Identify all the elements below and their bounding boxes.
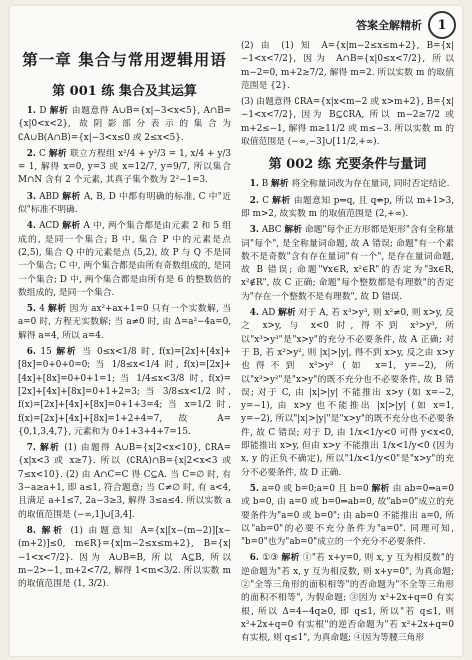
analysis-text: 由题意得 A∪B={x|−3<x<5}, A∩B={x|0<x<2}, 故阴影部分表示的集合为 ∁A∪B(A∩B)={x|−3<x≤0 或 2≤x<5}. [18, 106, 231, 143]
answer-number: 2. [249, 195, 259, 206]
answer-number: 5. [249, 483, 259, 494]
answer-choice: ①③ [262, 553, 279, 564]
answer-paragraph [18, 105, 231, 145]
answer-number: 6. [249, 553, 259, 564]
answer-number: 4. [26, 221, 36, 232]
brand-label: 答案全解精析 [356, 19, 422, 32]
answer-paragraph [241, 483, 454, 549]
answer-paragraph [18, 346, 231, 439]
answer-paragraph [241, 96, 454, 149]
answer-choice: ABC [261, 225, 282, 236]
answer-number: 3. [249, 225, 259, 236]
answer-paragraph [241, 224, 454, 304]
analysis-tag: 解析 [48, 304, 67, 315]
analysis-tag: 解析 [371, 483, 390, 494]
analysis-text: (1) 由题得 A∪B={x|2<x<10}, ∁RA={x|x<3 或 x≥7}. 所以 (∁RA)∩B={x|2<x<3 或 7≤x<10}. (2) 由 A∩C=C 得 C⊆A. 当 C=∅ 时, 有 3−a≥a+1, 即 a≤1, 符合题意; 当 C≠∅ 时, 有 a<4, 且满足 a+1≤7, 2a−3≥3, 解得 3≤a≤4. 所以实数 a 的取值范围是 (−∞,1]∪[3,4]. [18, 443, 231, 520]
left-column [18, 40, 231, 652]
answer-number: 5. [26, 304, 36, 315]
analysis-text: 联立方程组 x²/4 + y²/3 = 1, x/4 + y/3 = 1, 解得 x=0, y=3 或 x=12/7, y=9/7, 所以集合 M∩N 含有 2 个元素, 其真子集个数为 2²−1=3. [18, 148, 231, 186]
answer-paragraph [241, 195, 454, 222]
analysis-tag: 解析 [40, 443, 61, 454]
answer-paragraph [241, 40, 454, 93]
analysis-tag: 解析 [49, 106, 69, 116]
answer-choice: a=0 或 b=0;a=0 且 b=0 [261, 483, 369, 494]
analysis-text: (3) 由题意得 ∁RA={x|x<m−2 或 x>m+2}, B={x|−1<x<7/2}, 因为 B⊆∁RA, 所以 m−2≥7/2 或 m+2≤−1, 解得 m≥11/2 或 m≤−3. 所以实数 m 的取值范围是 (−∞,−3]∪[11/2,+∞). [241, 97, 454, 148]
answer-number: 2. [26, 148, 36, 159]
answer-choice: D [39, 106, 47, 116]
page-number-badge: 1 [428, 11, 456, 39]
analysis-text: 将全称量词改为存在量词, 同时否定结论. [291, 179, 450, 190]
analysis-tag: 解析 [62, 221, 81, 232]
answer-choice: C [262, 195, 269, 206]
left-paragraphs [18, 105, 231, 591]
answer-paragraph [18, 148, 231, 188]
analysis-text: A, B, D 中都有明确的标准, C 中"近似"标准不明确. [18, 191, 231, 216]
analysis-text: A 中, 两个集合都是由元素 2 和 5 组成的, 是同一个集合; B 中, 集合 P 中的元素是点 (2,5), 集合 Q 中的元素是点 (5,2), 故 P 与 Q 不是同一个集合; C 中, 两个集合都是由所有奇数组成的, 是同一个集合; D 中, 两个集合都是由所有是 6 的整数倍的数组成的, 是同一个集合. [18, 221, 231, 298]
right-paragraphs-b [241, 178, 454, 645]
answer-number: 7. [26, 443, 36, 454]
answer-choice: AD [261, 308, 276, 319]
answer-number: 3. [26, 191, 36, 202]
chapter-title: 第一章 集合与常用逻辑用语 [22, 50, 227, 69]
analysis-tag: 解析 [41, 525, 65, 536]
answer-number: 8. [26, 525, 36, 536]
analysis-text: ①"若 x+y=0, 则 x, y 互为相反数"的逆命题为"若 x, y 互为相反数, 则 x+y=0", 为真命题; ②"全等三角形的面积相等"的否命题为"不全等三角形的面积不相等", 为假命题; ③因为 x²+2x+q=0 有实根, 所以 Δ=4−4q≥0, 即 q≤1, 所以"若 q≤1, 则 x²+2x+q=0 有实根"的逆否命题为"若 x²+2x+q=0 有实根, 则 q≤1", 为真命题; ④因为等腰三角形 [241, 553, 454, 644]
analysis-tag: 解析 [272, 195, 291, 206]
two-column-body [18, 40, 454, 652]
section-title-001: 第 001 练 集合及其运算 [52, 84, 197, 99]
answer-paragraph [241, 178, 454, 191]
analysis-text: (1) 由题意知 A={x|[x−(m−2)][x−(m+2)]≤0, m∈R}={x|m−2≤x≤m+2}, B={x|−1<x<7/2}. 因为 A∪B=B, 所以 A⊆B, 所以 m−2>−1, m+2<7/2, 解得 1<m<3/2. 所以实数 m 的取值范围是 (1, 3/2). [18, 525, 231, 590]
right-paragraphs-a [241, 40, 454, 149]
answer-choice: ACD [39, 221, 60, 232]
analysis-tag: 解析 [62, 191, 81, 202]
answer-choice: ABD [39, 191, 60, 202]
answer-choice: B [261, 179, 269, 190]
right-column [241, 40, 454, 652]
analysis-text: 当 0≤x<1/8 时, f(x)=[2x]+[4x]+[8x]=0+0+0=0; 当 1/8≤x<1/4 时, f(x)=[2x]+[4x]+[8x]=0+0+1=1; 当 1/4≤x<3/8 时, f(x)=[2x]+[4x]+[8x]=0+1+2=3; 当 3/8≤x<1/2 时, f(x)=[2x]+[4x]+[8x]=0+1+3=4; 当 x=1/2 时, f(x)=[2x]+[4x]+[8x]=1+2+4=7, 故 A={0,1,3,4,7}, 元素和为 0+1+3+4+7=15. [18, 347, 231, 437]
analysis-text: 由题意知 p⇒q, 且 q⇏p, 所以 m+1>3, 即 m>2, 故实数 m 的取值范围是 (2,+∞). [241, 195, 454, 219]
analysis-text: (2) 由 (1) 知 A={x|m−2≤x≤m+2}, B={x|−1<x<7/2}, 因为 A∩B={x|0≤x<7/2}, 所以 m−2=0, m+2≥7/2, 解得 m=2. 所以实数 m 的取值范围是 {2}. [241, 41, 454, 91]
answer-choice: 15 [40, 347, 52, 358]
answer-paragraph [18, 442, 231, 522]
analysis-text: 因为 ax²+ax+1=0 只有一个实数解, 当 a=0 时, 方程无实数解; 当 a≠0 时, 由 Δ=a²−4a=0, 解得 a=4, 所以 a=4. [18, 304, 231, 341]
analysis-text: 命题"每个正方形都是矩形"含有全称量词"每个", 是全称量词命题, 故 A 错误; 命题"有一个素数不是奇数"含有存在量词"有一个", 是存在量词命题, 故 B 错误; 命题"∀x∈R, x²∈R"的否定为"∃x∈R, x²∉R", 故 C 正确; 命题"每个整数都是有理数"的否定为"存在一个整数不是有理数", 故 D 错误. [241, 225, 454, 302]
analysis-tag: 解析 [284, 225, 302, 236]
analysis-tag: 解析 [278, 308, 296, 319]
analysis-tag: 解析 [48, 148, 67, 159]
answer-paragraph [18, 220, 231, 300]
page-bottom-edge [10, 650, 462, 656]
analysis-text: 由 ab=0⇒a=0 或 b=0, 由 a=0 或 b=0⇒ab=0, 故"ab=0"成立的充要条件为"a=0 或 b=0"; 由 ab=0 不能推出 a=0, 所以"ab=0"的必要不充分条件为"a=0". 同理可知, "b=0"也为"ab=0"成立的一个充分不必要条件. [241, 483, 454, 548]
section-title-002: 第 002 练 充要条件与量词 [268, 157, 427, 173]
document-page [10, 6, 462, 656]
page-header [356, 12, 456, 38]
answer-paragraph [18, 191, 231, 218]
answer-paragraph [241, 307, 454, 480]
answer-choice: C [39, 148, 46, 159]
analysis-text: 对于 A, 若 x³>y³, 则 x²≠0, 则 x>y, 反之 x>y, 与 x<0 时, 得不到 x³>y³, 所以"x³>y³"是"x>y"的充分不必要条件, 故 A 正确; 对于 B, 若 x²>y², 则 |x|>|y|, 得不到 x>y, 反之由 x>y 也得不到 x²>y² (如 x=1, y=−2), 所以"x²>y²"是"x>y"的既不充分也不必要条件, 故 B 错误; 对于 C, 由 |x|>|y| 不能推出 x>y (如 x=−2, y=−1), 由 x>y 也不能推出 |x|>|y| (如 x=1, y=−2), 所以"|x|>|y|"是"x>y"的既不充分也不必要条件, 故 C 错误; 对于 D, 由 1/x<1/y<0 可得 y<x<0, 即能推出 x>y, 但由 x>y 不能推出 1/x<1/y<0 (因为 x, y 的正负不确定), 所以"1/x<1/y<0"是"x>y"的充分不必要条件, 故 D 正确. [241, 308, 454, 478]
answer-number: 6. [26, 347, 36, 358]
analysis-tag: 解析 [271, 179, 289, 190]
answer-number: 1. [249, 179, 259, 190]
analysis-tag: 解析 [281, 553, 300, 564]
answer-paragraph [241, 552, 454, 645]
answer-choice: 4 [39, 304, 45, 315]
answer-paragraph [18, 303, 231, 343]
answer-number: 1. [26, 106, 36, 116]
analysis-tag: 解析 [56, 347, 78, 358]
answer-number: 4. [249, 308, 259, 319]
answer-paragraph [18, 525, 231, 591]
